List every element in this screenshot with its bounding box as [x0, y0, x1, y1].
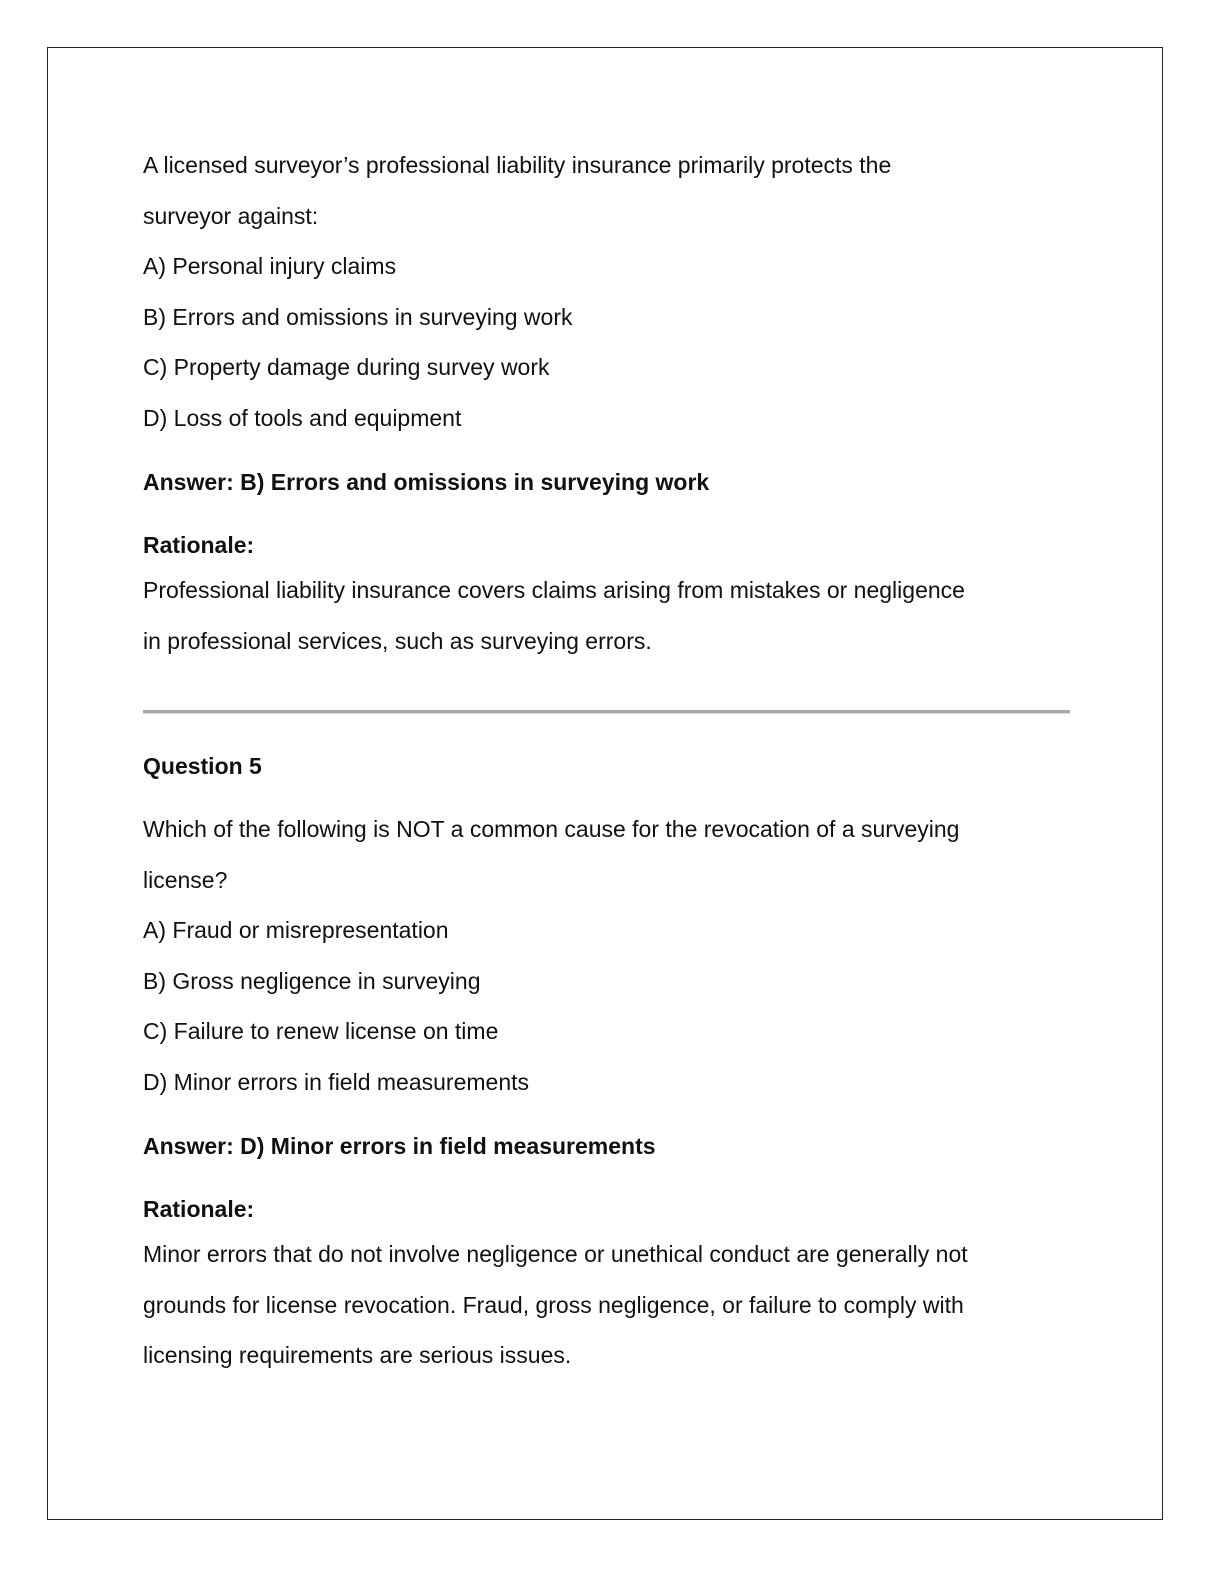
question-4-option-c: C) Property damage during survey work [143, 354, 550, 380]
question-5-rationale-text [143, 1229, 1083, 1381]
question-4-rationale-text [143, 565, 1083, 666]
question-4-stem-line-1: A licensed surveyor’s professional liability insurance primarily protects the [143, 152, 892, 178]
question-4-answer: Answer: B) Errors and omissions in surveying work [143, 469, 710, 495]
question-4-rationale-line-1: Professional liability insurance covers claims arising from mistakes or negligence [143, 577, 965, 603]
question-5-block [143, 751, 1083, 1381]
question-4-rationale-label: Rationale: [143, 532, 255, 558]
question-5-option-b: B) Gross negligence in surveying [143, 967, 481, 994]
question-5-title: Question 5 [143, 753, 262, 779]
question-5-option-a: A) Fraud or misrepresentation [143, 917, 449, 943]
question-5-stem-line-2: license? [143, 866, 228, 893]
question-5-rationale-line-1: Minor errors that do not involve negligence or unethical conduct are generally not [143, 1241, 968, 1267]
question-4-option-a: A) Personal injury claims [143, 253, 397, 279]
question-4-option-b: B) Errors and omissions in surveying work [143, 303, 573, 330]
question-4-stem-line-2: surveyor against: [143, 202, 319, 229]
question-5-rationale-line-2: grounds for license revocation. Fraud, gross negligence, or failure to comply with [143, 1291, 964, 1318]
question-4-option-d: D) Loss of tools and equipment [143, 404, 462, 431]
question-5-option-d: D) Minor errors in field measurements [143, 1068, 530, 1095]
question-4-rationale-line-2: in professional services, such as surveying errors. [143, 627, 652, 654]
question-4-block [143, 140, 1083, 666]
question-5-rationale-line-3: licensing requirements are serious issues. [143, 1342, 572, 1368]
section-divider [143, 710, 1070, 713]
question-5-stem-line-1: Which of the following is NOT a common cause for the revocation of a surveying [143, 816, 960, 842]
question-5-answer: Answer: D) Minor errors in field measurements [143, 1133, 656, 1159]
question-5-rationale-label: Rationale: [143, 1196, 255, 1222]
question-5-option-c: C) Failure to renew license on time [143, 1018, 499, 1044]
